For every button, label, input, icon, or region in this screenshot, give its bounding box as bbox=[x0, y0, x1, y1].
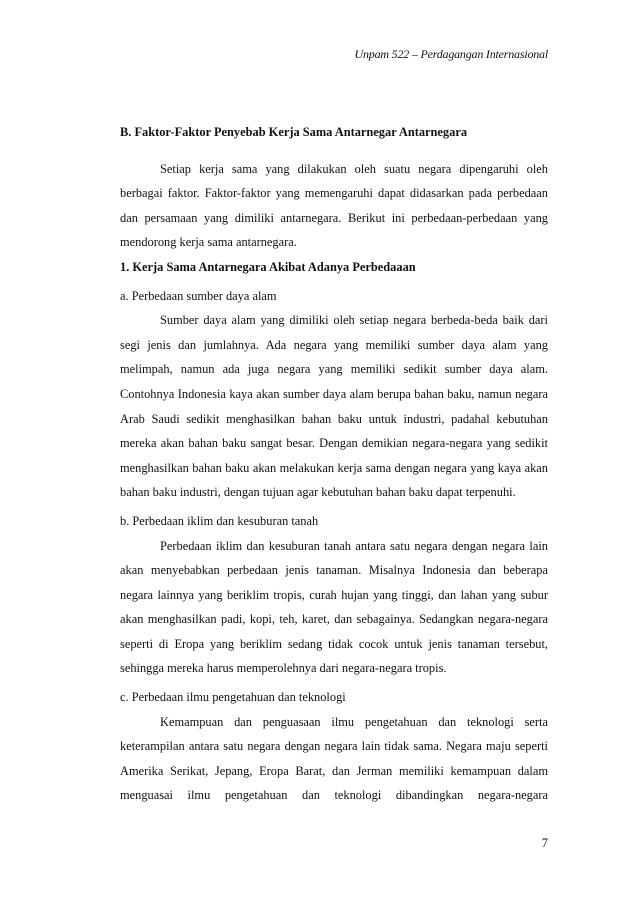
subsection-b-text: Perbedaan iklim dan kesuburan tanah antara satu negara dengan negara lain akan menyebabkan perbedaan jenis tanaman. Misalnya Indonesia dan beberapa negara lainnya yang beriklim tropis, curah hujan yang tinggi, dan lahan yang subur akan menghasilkan padi, kopi, teh, karet, dan sebagainya. Sedangkan negara-negara seperti di Eropa yang beriklim sedang tidak cocok untuk jenis tanaman tersebut, sehingga mereka harus memperolehnya dari negara-negara tropis. bbox=[120, 538, 548, 676]
subsection-a-text: Sumber daya alam yang dimiliki oleh setiap negara berbeda-beda baik dari segi jenis dan jumlahnya. Ada negara yang memiliki sumber daya alam yang melimpah, namun ada juga negara yang memiliki sedikit sumber daya alam. Contohnya Indonesia kaya akan sumber daya alam berupa bahan baku, namun negara Arab Saudi sedikit menghasilkan bahan baku untuk industri, padahal kebutuhan mereka akan bahan baku sangat besar. Dengan demikian negara-negara yang sedikit menghasilkan bahan baku akan melakukan kerja sama dengan negara yang kaya akan bahan baku industri, dengan tujuan agar kebutuhan bahan baku dapat terpenuhi. bbox=[120, 313, 548, 500]
section-b-heading: B. Faktor-Faktor Penyebab Kerja Sama Antarnegar Antarnegara bbox=[120, 125, 468, 139]
page-number: 7 bbox=[541, 836, 548, 850]
section-b-intro: Setiap kerja sama yang dilakukan oleh suatu negara dipengaruhi oleh berbagai faktor. Faktor-faktor yang memengaruhi dapat didasarkan pada perbedaan dan persamaan yang dimiliki antarnegara. Berikut ini perbedaan-perbedaan yang mendorong kerja sama antarnegara. bbox=[120, 161, 548, 250]
subsection-b-label: b. Perbedaan iklim dan kesuburan tanah bbox=[120, 513, 319, 528]
running-header: Unpam 522 – Perdagangan Internasional bbox=[354, 47, 548, 61]
section-1-heading: 1. Kerja Sama Antarnegara Akibat Adanya Perbedaaan bbox=[120, 259, 416, 274]
document-body bbox=[120, 120, 548, 808]
subsection-c-label: c. Perbedaan ilmu pengetahuan dan teknologi bbox=[120, 690, 346, 705]
subsection-a-label: a. Perbedaan sumber daya alam bbox=[120, 288, 277, 303]
subsection-c-text: Kemampuan dan penguasaan ilmu pengetahuan dan teknologi serta keterampilan antara satu negara dengan negara lain tidak sama. Negara maju seperti Amerika Serikat, Jepang, Eropa Barat, dan Jerman memiliki kemampuan dalam menguasai ilmu pengetahuan dan teknologi dibandingkan negara-negara bbox=[120, 714, 548, 803]
